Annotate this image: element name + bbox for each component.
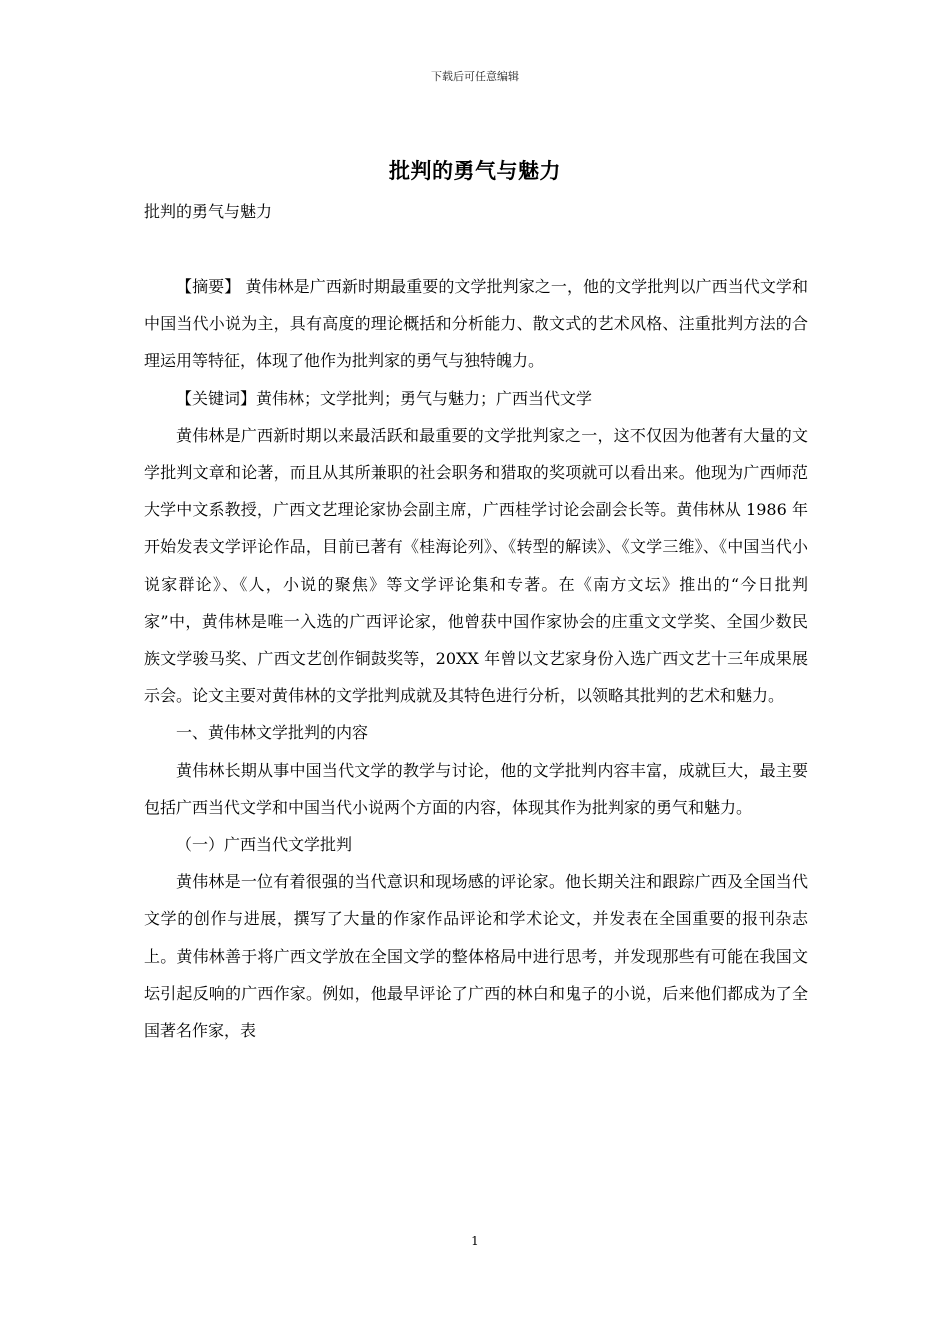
document-title: 批判的勇气与魅力 <box>389 158 561 183</box>
page-header-note: 下载后可任意编辑 <box>431 70 519 83</box>
section-1-paragraph: 黄伟林长期从事中国当代文学的教学与讨论，他的文学批判内容丰富，成就巨大，最主要包括广西当代文学和中国当代小说两个方面的内容，体现其作为批判家的勇气和魅力。 <box>144 760 808 817</box>
document-subtitle: 批判的勇气与魅力 <box>144 202 273 221</box>
section-heading-1: 一、黄伟林文学批判的内容 <box>176 723 369 743</box>
intro-paragraph: 黄伟林是广西新时期以来最活跃和最重要的文学批判家之一，这不仅因为他著有大量的文学批判文章和论著，而且从其所兼职的社会职务和猎取的奖项就可以看出来。他现为广西师范大学中文系教授，广西文艺理论家协会副主席，广西桂学讨论会副会长等。黄伟林从 1986 年开始发表文学评论作品，目前已著有《桂海论列》、《转型的解读》、《文学三维》、《中国当代小说家群论》、《人，小说的聚焦》等文学评论集和专著。在《南方文坛》推出的“今日批判家”中，黄伟林是唯一入选的广西评论家，他曾获中国作家协会的庄重文文学奖、全国少数民族文学骏马奖、广西文艺创作铜鼓奖等，20XX 年曾以文艺家身份入选广西文艺十三年成果展示会。论文主要对黄伟林的文学批判成就及其特色进行分析，以领略其批判的艺术和魅力。 <box>144 425 808 706</box>
subsection-1-paragraph: 黄伟林是一位有着很强的当代意识和现场感的评论家。他长期关注和跟踪广西及全国当代文学的创作与进展，撰写了大量的作家作品评论和学术论文，并发表在全国重要的报刊杂志上。黄伟林善于将广西文学放在全国文学的整体格局中进行思考，并发现那些有可能在我国文坛引起反响的广西作家。例如，他最早评论了广西的林白和鬼子的小说，后来他们都成为了全国著名作家，表 <box>144 872 808 1041</box>
subsection-heading-1: （一）广西当代文学批判 <box>176 835 353 855</box>
document-body <box>144 268 808 1049</box>
page-number: 1 <box>471 1234 479 1248</box>
abstract-paragraph: 【摘要】 黄伟林是广西新时期最重要的文学批判家之一，他的文学批判以广西当代文学和中国当代小说为主，具有高度的理论概括和分析能力、散文式的艺术风格、注重批判方法的合理运用等特征，体现了他作为批判家的勇气与独特魄力。 <box>144 277 808 371</box>
keywords-paragraph: 【关键词】黄伟林；文学批判；勇气与魅力；广西当代文学 <box>176 388 593 408</box>
